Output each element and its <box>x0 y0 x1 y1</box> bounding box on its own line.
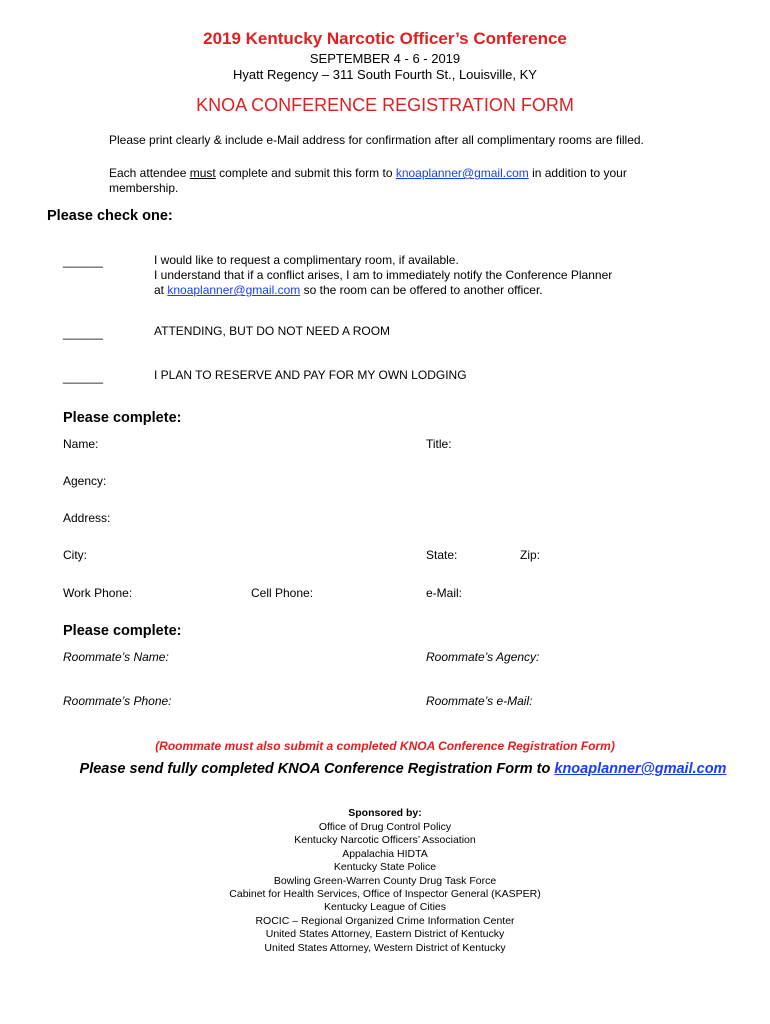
intro-text-pre: Each attendee <box>109 166 190 180</box>
intro-line-2 <box>109 166 627 181</box>
check-heading: Please check one: <box>47 208 173 224</box>
sponsor-item: Kentucky League of Cities <box>324 901 446 914</box>
intro-line-3: membership. <box>109 181 179 195</box>
email-link-intro[interactable]: knoaplanner@gmail.com <box>395 166 529 180</box>
sponsor-item: United States Attorney, Eastern District of Kentucky <box>265 928 505 941</box>
option1-line-3 <box>154 283 543 298</box>
roommate-note: (Roommate must also submit a completed KNOA Conference Registration Form) <box>155 739 615 753</box>
intro-text-mid: complete and submit this form to <box>215 166 396 180</box>
sponsor-item: Appalachia HIDTA <box>342 847 428 860</box>
email-link-send[interactable]: knoaplanner@gmail.com <box>554 761 727 777</box>
option1-text-post: so the room can be offered to another officer. <box>300 283 543 297</box>
option2-blank[interactable]: ______ <box>63 326 104 340</box>
complete-heading-2: Please complete: <box>63 623 182 639</box>
work-phone-label: Work Phone: <box>63 586 133 600</box>
option2-label: ATTENDING, BUT DO NOT NEED A ROOM <box>154 324 391 338</box>
conference-dates: SEPTEMBER 4 - 6 - 2019 <box>309 51 461 66</box>
conference-venue: Hyatt Regency – 311 South Fourth St., Louisville, KY <box>233 67 537 82</box>
sponsor-item: ROCIC – Regional Organized Crime Information Center <box>255 914 515 927</box>
form-title: KNOA CONFERENCE REGISTRATION FORM <box>196 95 574 115</box>
option1-blank[interactable]: ______ <box>63 254 104 268</box>
agency-label: Agency: <box>63 474 107 488</box>
option1-line-1: I would like to request a complimentary room, if available. <box>154 253 459 267</box>
must-emphasis: must <box>189 166 216 180</box>
city-label: City: <box>63 548 87 562</box>
option3-blank[interactable]: ______ <box>63 370 104 384</box>
email-label: e-Mail: <box>426 586 463 600</box>
roommate-phone-label: Roommate’s Phone: <box>63 694 172 708</box>
sponsor-heading: Sponsored by: <box>348 807 422 819</box>
roommate-email-label: Roommate’s e-Mail: <box>426 694 533 708</box>
roommate-agency-label: Roommate’s Agency: <box>426 650 540 664</box>
sponsor-item: United States Attorney, Western District of Kentucky <box>264 941 506 954</box>
title-label: Title: <box>426 437 452 451</box>
sponsor-item: Cabinet for Health Services, Office of Inspector General (KASPER) <box>229 888 541 901</box>
option1-text-pre: at <box>154 283 168 297</box>
option3-label: I PLAN TO RESERVE AND PAY FOR MY OWN LODGING <box>154 368 467 382</box>
send-text: Please send fully completed KNOA Conference Registration Form to <box>79 761 555 777</box>
sponsor-item: Office of Drug Control Policy <box>318 821 452 833</box>
email-link-option1[interactable]: knoaplanner@gmail.com <box>167 283 301 297</box>
sponsor-list <box>0 821 770 955</box>
conference-title: 2019 Kentucky Narcotic Officer’s Conference <box>203 29 567 48</box>
sponsor-item: Kentucky State Police <box>333 861 437 874</box>
cell-phone-label: Cell Phone: <box>251 586 314 600</box>
sponsor-item: Bowling Green-Warren County Drug Task Force <box>273 874 497 887</box>
intro-line-1: Please print clearly & include e-Mail address for confirmation after all complimentary rooms are filled. <box>109 133 644 147</box>
zip-label: Zip: <box>520 548 541 562</box>
complete-heading-1: Please complete: <box>63 410 182 426</box>
intro-text-post: in addition to your <box>528 166 627 180</box>
sponsor-item: Kentucky Narcotic Officers’ Association <box>294 834 476 847</box>
send-instruction <box>18 761 770 777</box>
address-label: Address: <box>63 511 111 525</box>
roommate-name-label: Roommate’s Name: <box>63 650 169 664</box>
state-label: State: <box>426 548 458 562</box>
option1-line-2: I understand that if a conflict arises, I am to immediately notify the Conference Planner <box>154 268 613 282</box>
name-label: Name: <box>63 437 99 451</box>
